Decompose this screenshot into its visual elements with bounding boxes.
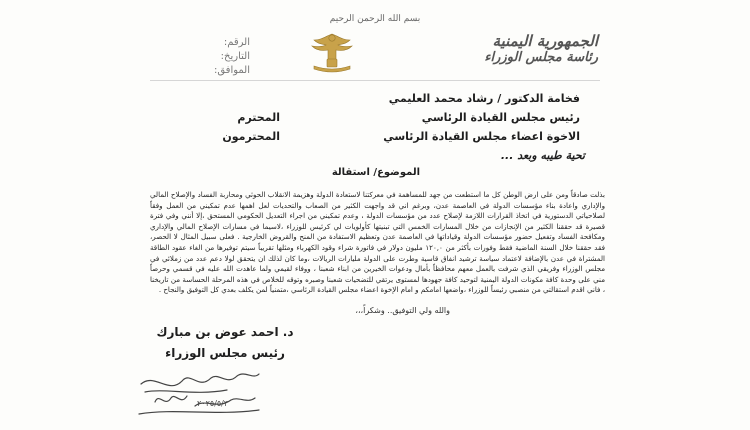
organization-name: الجمهورية اليمنية [492,32,598,50]
recipient-title: رئيس مجلس القيادة الرئاسي [421,111,580,124]
handwritten-signature [135,362,265,422]
reference-number-label: الرقم: [223,37,250,48]
subject-line: الموضوع/ استقالة [331,167,420,178]
letter-body [150,190,605,296]
reference-block [160,36,250,78]
organization-department: رئاسة مجلس الوزراء [484,50,598,65]
date-label: التاريخ: [220,51,250,62]
republic-emblem-icon [300,26,364,74]
header-divider [150,80,600,81]
council-members: الاخوة اعضاء مجلس القيادة الرئاسي [383,130,580,143]
signature-date: ٢٠٢٥/٥/٣ [197,399,229,408]
signer-title: رئيس مجلس الوزراء [165,346,285,360]
council-honorific: المحترمون [222,130,280,143]
recipient-name: فخامة الدكتور / رشاد محمد العليمي [388,92,580,105]
greeting: تحية طيبه وبعد ... [500,149,585,162]
signer-name: د. احمد عوض بن مبارك [156,325,294,339]
organization-header [468,32,598,66]
recipient-honorific: المحترم [237,111,280,124]
corresponding-date-label: الموافق: [213,65,250,76]
body-paragraph: بذلت صادقاً ومن على ارض الوطن كل ما استطعت من جهد للمساهمة في معركتنا لاستعادة الدولة وهزيمة الانقلاب الحوثي ومحاربة الفساد والإصلاح المالي والإداري واعادة بناء مؤسسات الدولة في العاصمة عدن، وبرغم اني قد واجهت الكثير من الصعاب والتحديات لعل اهمها عدم تمكيني من العمل وفقاً لصلاحياتي الدستورية في اتخاذ القرارات اللازمة لإصلاح عدد من مؤسسات الدولة ، وعدم تمكيني من اجراء التعديل الحكومي المستحق ،إلا أنني وفي فترة قصيرة قد حققنا الكثير من الإنجازات من خلال المسارات الخمس التي تبنيتها كأولويات لي كرئيس للوزراء ،لاسيما في مسارات الإصلاح المالي والإداري ومكافحة الفساد وتفعيل حضور مؤسسات الدولة وقياداتها في العاصمة عدن وتعظيم الاستفادة من المنح والقروض الخارجية . فعلى سبيل المثال لا الحصر، فقد حققنا خلال السنة الماضية فقط وفورات بأكثر من ١٢٠,٠ مليون دولار في فاتورة شراء وقود الكهرباء ومثلها تقريباً سيتم توفيرها من الغاء عقود الطاقة المشتراة في عدن بالإضافة لاعتماد سياسة ترشيد انفاق قاسية وطرت على الدولة مليارات الريالات ،وما كان لذلك ان يتحقق لولا دعم عدد من زملائي في مجلس الوزراء وفريقي الذي شرفت بالعمل معهم محافظاً بأمال ودعوات الخيرين من ابناء شعبنا ، ووفاء لقيمي ولما عاهدت الله عليه في قسمي وحرصاً مني على وحدة كافة مكونات الدولة اليمنية لتوحيد كافة جهودها لمستوى يرتقي للتضحيات شعبنا وصبره وتوقه للخلاص في هذه المرحلة الحساسة من تاريخنا ، فاني اقدم استقالتي من منصبي رئيساً للوزراء ،واضعها امامكم و امام الإخوة اعضاء مجلس القيادة الرئاسي ،متمنياً لمن يكلف بعدي كل التوفيق والنجاح . [150,190,605,295]
closing-line: والله ولي التوفيق.. وشكراً،،، [355,306,450,315]
basmala: بسم الله الرحمن الرحيم [329,14,421,24]
